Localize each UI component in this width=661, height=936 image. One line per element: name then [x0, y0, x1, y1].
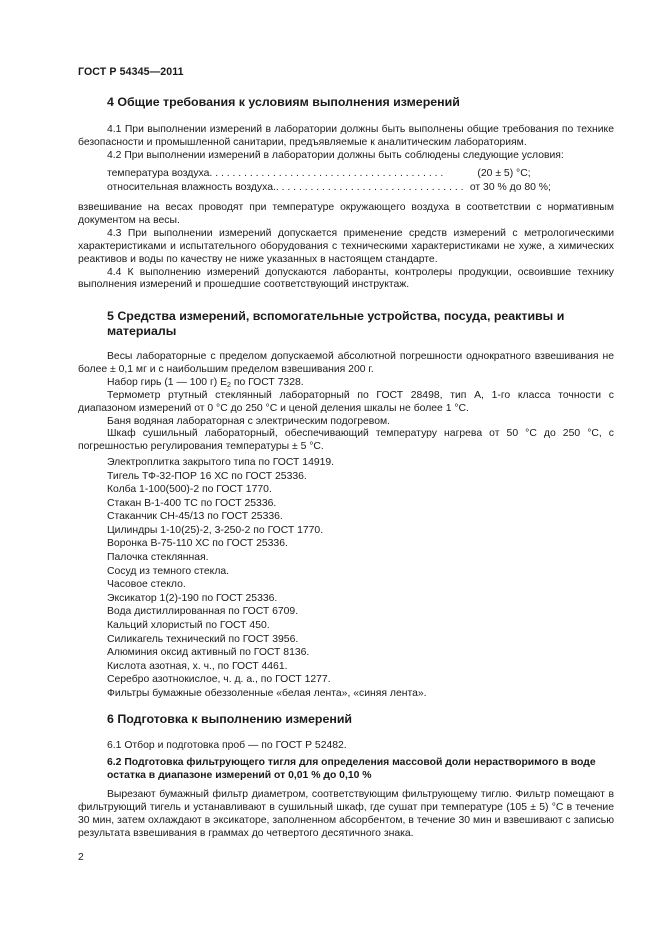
paragraph-weights: Набор гирь (1 — 100 г) $Е_2$ по ГОСТ 7328.	[107, 376, 304, 389]
subsection-6-2-title: 6.2 Подготовка фильтрующего тигля для определения массовой доли нерастворимого в воде остатка в диапазоне измерений от 0,01 % до 0,10 %	[107, 757, 596, 781]
condition-temperature-label: температура воздуха	[107, 168, 210, 179]
list-item: Вода дистиллированная по ГОСТ 6709.	[107, 606, 299, 618]
paragraph-6-2: Вырезают бумажный фильтр диаметром, соответствующим фильтрующему тиглю. Фильтр помещают в фильтрующий тигель и устанавливают в сушильный шкаф, где сушат при температуре (105 ± 5) °С в течение 30 мин, затем охлаждают в эксикаторе, заполненном абсорбентом, в течение 30 мин и взвешивают с записью результата взвешивания в граммах до четвертого десятичного знака.	[78, 789, 614, 839]
list-item: Стакан В-1-400 ТС по ГОСТ 25336.	[107, 497, 277, 509]
section-5-title: 5 Средства измерений, вспомогательные устройства, посуда, реактивы и материалы	[107, 309, 565, 338]
paragraph-6-2-wrap	[78, 789, 614, 841]
condition-humidity-label: относительная влажность воздуха.	[107, 182, 276, 193]
list-item: Колба 1-100(500)-2 по ГОСТ 1770.	[107, 484, 272, 496]
list-item: Эксикатор 1(2)-190 по ГОСТ 25336.	[107, 592, 278, 604]
paragraph-4-3: 4.3 При выполнении измерений допускается применение средств измерений с метрологическими характеристиками и испытательного оборудования с техническими характеристиками не хуже, а химических реактивов и воды по качеству не ниже указанных в настоящем стандарте.	[78, 227, 614, 265]
condition-humidity-value: от 30 % до 80 %;	[469, 182, 551, 193]
section-6-title: 6 Подготовка к выполнению измерений	[107, 712, 353, 726]
list-item: Цилиндры 1-10(25)-2, 3-250-2 по ГОСТ 1770.	[107, 524, 324, 536]
page-number: 2	[78, 852, 84, 863]
condition-temperature: температура воздуха. . . . . . . . . . . . . . . . . . . . . . . . . . . . . . . . . . . . . . . . . (20 ± 5) °С;	[107, 168, 531, 179]
list-item: Алюминия оксид активный по ГОСТ 8136.	[107, 647, 310, 659]
condition-temperature-value: (20 ± 5) °С;	[477, 168, 531, 179]
list-item: Палочка стеклянная.	[107, 552, 209, 564]
list-item: Воронка В-75-110 ХС по ГОСТ 25336.	[107, 538, 288, 550]
list-item: Часовое стекло.	[107, 579, 186, 591]
list-item: Кальций хлористый по ГОСТ 450.	[107, 619, 270, 631]
paragraph-scales: Весы лабораторные с пределом допускаемой абсолютной погрешности однократного взвешивания не более ± 0,1 мг и с наибольшим пределом взвешивания 200 г.	[78, 351, 614, 375]
condition-humidity: относительная влажность воздуха.. . . . . . . . . . . . . . . . . . . . . . . . . . . . . . . . .от 30 % до 80 %;	[107, 182, 551, 193]
paragraph-water-bath: Баня водяная лабораторная с электрическим подогревом.	[107, 415, 391, 427]
paragraph-6-1-wrap	[78, 740, 614, 753]
paragraph-thermometer: Термометр ртутный стеклянный лабораторный по ГОСТ 28498, тип А, 1-го класса точности с диапазоном измерений от 0 °С до 250 °С и ценой деления шкалы не более 1 °С.	[78, 389, 614, 414]
list-item: Серебро азотнокислое, ч. д. а., по ГОСТ 1277.	[107, 674, 331, 686]
list-item: Стаканчик СН-45/13 по ГОСТ 25336.	[107, 511, 283, 523]
paragraph-4-1: 4.1 При выполнении измерений в лаборатории должны быть выполнены общие требования по технике безопасности и промышленной санитарии, предъявляемые к аналитическим лабораториям.	[78, 124, 614, 148]
list-item: Фильтры бумажные обеззоленные «белая лента», «синяя лента».	[107, 687, 427, 699]
section-4-title: 4 Общие требования к условиям выполнения измерений	[107, 95, 460, 109]
paragraph-weighing: взвешивание на весах проводят при температуре окружающего воздуха в соответствии с нормативным документом на весы.	[78, 202, 614, 226]
section-5-body-a	[78, 351, 614, 454]
list-item: Кислота азотная, х. ч., по ГОСТ 4461.	[107, 660, 288, 672]
paragraph-4-2: 4.2 При выполнении измерений в лаборатории должны быть соблюдены следующие условия:	[107, 149, 564, 161]
section-4-body-b	[78, 202, 614, 292]
equipment-list	[107, 456, 607, 700]
list-item: Силикагель технический по ГОСТ 3956.	[107, 633, 299, 645]
paragraph-oven: Шкаф сушильный лабораторный, обеспечивающий температуру нагрева от 50 °С до 250 °С, с погрешностью регулирования температуры ± 5 °С.	[78, 428, 614, 453]
list-item: Сосуд из темного стекла.	[107, 565, 230, 577]
paragraph-4-4: 4.4 К выполнению измерений допускаются лаборанты, контролеры продукции, освоившие технику выполнения измерений и прошедшие соответствующий инструктаж.	[78, 266, 614, 291]
list-item: Электроплитка закрытого типа по ГОСТ 14919.	[107, 457, 335, 468]
section-4-body-a	[78, 124, 614, 163]
paragraph-6-1: 6.1 Отбор и подготовка проб — по ГОСТ Р 52482.	[107, 740, 347, 751]
list-item: Тигель ТФ-32-ПОР 16 ХС по ГОСТ 25336.	[107, 470, 307, 482]
document-header: ГОСТ Р 54345—2011	[78, 66, 184, 78]
